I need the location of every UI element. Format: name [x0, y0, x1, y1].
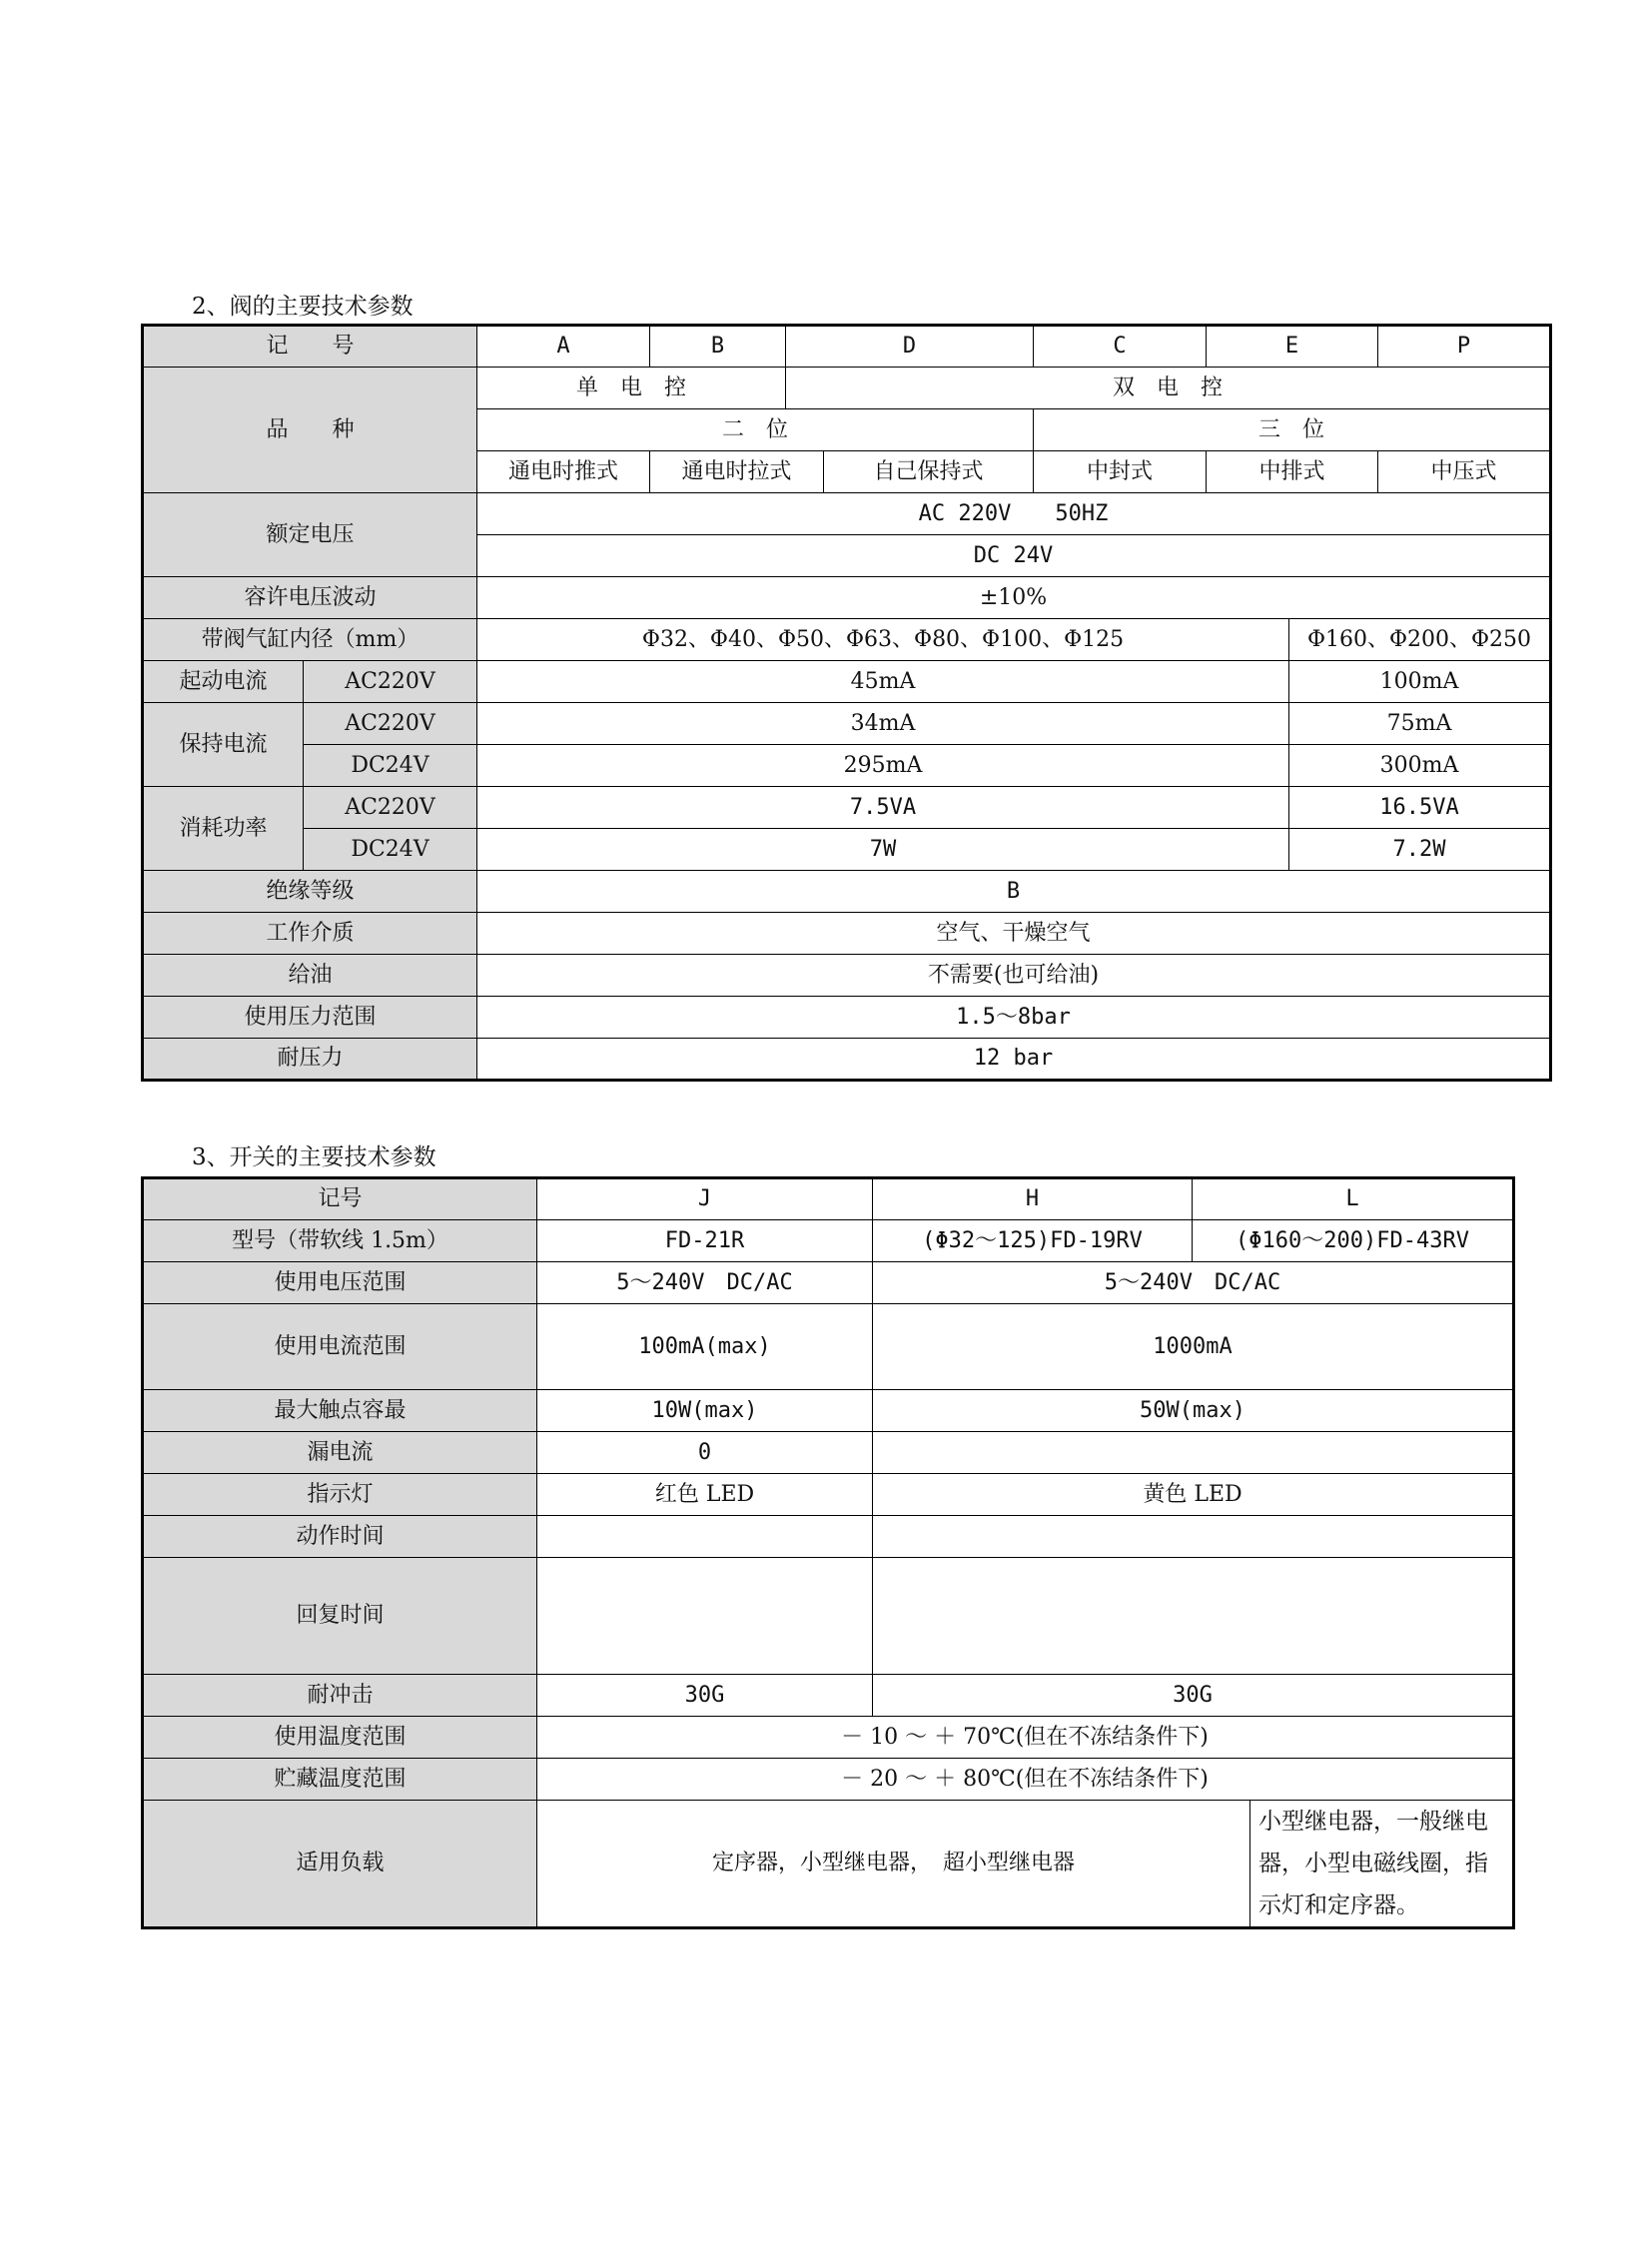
switch-voltage-label: 使用电压范围 [143, 1262, 537, 1304]
switch-symbol-h: H [873, 1178, 1193, 1220]
switch-voltage-j: 5～240V DC/AC [537, 1262, 873, 1304]
switch-row-leak [143, 1432, 1514, 1474]
valve-symbol-b: B [650, 326, 786, 368]
valve-insulation-value: B [477, 871, 1551, 913]
valve-power-ac-large: 16.5VA [1289, 787, 1551, 829]
switch-shock-hl: 30G [873, 1675, 1514, 1717]
valve-three-position: 三 位 [1034, 409, 1551, 451]
valve-row-bore [143, 619, 1551, 661]
valve-two-position: 二 位 [477, 409, 1034, 451]
switch-indicator-label: 指示灯 [143, 1474, 537, 1516]
valve-row-insulation [143, 871, 1551, 913]
switch-load-label: 适用负载 [143, 1801, 537, 1928]
switch-contact-j: 10W(max) [537, 1390, 873, 1432]
switch-symbol-label: 记号 [143, 1178, 537, 1220]
switch-load-l: 小型继电器，一般继电器，小型电磁线圈，指示灯和定序器。 [1250, 1801, 1514, 1928]
valve-row-variety-1 [143, 368, 1551, 409]
valve-hold-ac-sub: AC220V [304, 703, 477, 745]
switch-recover-time-hl [873, 1558, 1514, 1675]
switch-model-l: (Φ160～200)FD-43RV [1193, 1220, 1514, 1262]
switch-row-voltage [143, 1262, 1514, 1304]
valve-hold-dc-sub: DC24V [304, 745, 477, 787]
switch-indicator-hl: 黄色 LED [873, 1474, 1514, 1516]
valve-symbol-p: P [1378, 326, 1551, 368]
switch-shock-label: 耐冲击 [143, 1675, 537, 1717]
valve-start-current-small: 45mA [477, 661, 1289, 703]
valve-type-closed-center: 中封式 [1034, 451, 1207, 493]
valve-row-proof-pressure [143, 1039, 1551, 1081]
switch-leak-hl [873, 1432, 1514, 1474]
valve-row-tolerance [143, 577, 1551, 619]
switch-row-model [143, 1220, 1514, 1262]
switch-row-action-time [143, 1516, 1514, 1558]
switch-current-hl: 1000mA [873, 1304, 1514, 1390]
valve-symbol-label: 记 号 [143, 326, 477, 368]
valve-row-hold-dc [143, 745, 1551, 787]
switch-row-symbol [143, 1178, 1514, 1220]
valve-symbol-e: E [1207, 326, 1378, 368]
switch-indicator-j: 红色 LED [537, 1474, 873, 1516]
valve-type-exhaust-center: 中排式 [1207, 451, 1378, 493]
valve-row-oil [143, 955, 1551, 997]
valve-bore-large: Φ160、Φ200、Φ250 [1289, 619, 1551, 661]
valve-type-pull: 通电时拉式 [650, 451, 824, 493]
valve-oil-value: 不需要(也可给油) [477, 955, 1551, 997]
valve-rated-voltage-dc: DC 24V [477, 535, 1551, 577]
valve-symbol-a: A [477, 326, 650, 368]
valve-oil-label: 给油 [143, 955, 477, 997]
valve-type-self-hold: 自己保持式 [824, 451, 1034, 493]
switch-action-time-label: 动作时间 [143, 1516, 537, 1558]
switch-leak-j: 0 [537, 1432, 873, 1474]
valve-start-current-label: 起动电流 [143, 661, 304, 703]
valve-start-current-large: 100mA [1289, 661, 1551, 703]
valve-symbol-d: D [786, 326, 1034, 368]
valve-hold-dc-large: 300mA [1289, 745, 1551, 787]
switch-store-temp-value: － 20 ～ ＋ 80℃(但在不冻结条件下) [537, 1759, 1514, 1801]
switch-load-jh: 定序器，小型继电器， 超小型继电器 [537, 1801, 1250, 1928]
valve-tolerance-label: 容许电压波动 [143, 577, 477, 619]
valve-rated-voltage-label: 额定电压 [143, 493, 477, 577]
valve-row-hold-ac [143, 703, 1551, 745]
valve-proof-pressure-label: 耐压力 [143, 1039, 477, 1081]
valve-spec-table [141, 324, 1552, 1082]
switch-recover-time-j [537, 1558, 873, 1675]
valve-row-power-dc [143, 829, 1551, 871]
switch-symbol-l: L [1193, 1178, 1514, 1220]
switch-row-shock [143, 1675, 1514, 1717]
valve-row-medium [143, 913, 1551, 955]
valve-pressure-range-value: 1.5～8bar [477, 997, 1551, 1039]
valve-variety-label: 品 种 [143, 368, 477, 493]
valve-tolerance-value: ±10% [477, 577, 1551, 619]
switch-leak-label: 漏电流 [143, 1432, 537, 1474]
switch-action-time-hl [873, 1516, 1514, 1558]
valve-power-dc-sub: DC24V [304, 829, 477, 871]
valve-power-dc-large: 7.2W [1289, 829, 1551, 871]
valve-single-control: 单 电 控 [477, 368, 786, 409]
switch-current-j: 100mA(max) [537, 1304, 873, 1390]
switch-row-current [143, 1304, 1514, 1390]
switch-action-time-j [537, 1516, 873, 1558]
valve-power-dc-small: 7W [477, 829, 1289, 871]
valve-rated-voltage-ac: AC 220V 50HZ [477, 493, 1551, 535]
switch-use-temp-label: 使用温度范围 [143, 1717, 537, 1759]
switch-row-contact [143, 1390, 1514, 1432]
valve-proof-pressure-value: 12 bar [477, 1039, 1551, 1081]
valve-power-ac-sub: AC220V [304, 787, 477, 829]
switch-row-use-temp [143, 1717, 1514, 1759]
switch-spec-table [141, 1176, 1515, 1929]
valve-double-control: 双 电 控 [786, 368, 1551, 409]
valve-power-ac-small: 7.5VA [477, 787, 1289, 829]
valve-row-power-ac [143, 787, 1551, 829]
valve-row-pressure-range [143, 997, 1551, 1039]
switch-store-temp-label: 贮藏温度范围 [143, 1759, 537, 1801]
switch-row-recover-time [143, 1558, 1514, 1675]
switch-shock-j: 30G [537, 1675, 873, 1717]
valve-row-rated-ac [143, 493, 1551, 535]
switch-row-indicator [143, 1474, 1514, 1516]
switch-model-h: (Φ32～125)FD-19RV [873, 1220, 1193, 1262]
valve-type-pressure-center: 中压式 [1378, 451, 1551, 493]
switch-contact-label: 最大触点容最 [143, 1390, 537, 1432]
valve-section-title: 2、阀的主要技术参数 [192, 294, 413, 320]
switch-symbol-j: J [537, 1178, 873, 1220]
valve-bore-small: Φ32、Φ40、Φ50、Φ63、Φ80、Φ100、Φ125 [477, 619, 1289, 661]
switch-section-title: 3、开关的主要技术参数 [192, 1144, 436, 1170]
valve-insulation-label: 绝缘等级 [143, 871, 477, 913]
switch-recover-time-label: 回复时间 [143, 1558, 537, 1675]
valve-hold-dc-small: 295mA [477, 745, 1289, 787]
valve-power-label: 消耗功率 [143, 787, 304, 871]
switch-use-temp-value: － 10 ～ ＋ 70℃(但在不冻结条件下) [537, 1717, 1514, 1759]
switch-current-label: 使用电流范围 [143, 1304, 537, 1390]
valve-hold-ac-large: 75mA [1289, 703, 1551, 745]
valve-symbol-c: C [1034, 326, 1207, 368]
valve-hold-ac-small: 34mA [477, 703, 1289, 745]
valve-row-symbol [143, 326, 1551, 368]
valve-start-current-sub: AC220V [304, 661, 477, 703]
valve-pressure-range-label: 使用压力范围 [143, 997, 477, 1039]
valve-type-push: 通电时推式 [477, 451, 650, 493]
valve-bore-label: 带阀气缸内径（mm） [143, 619, 477, 661]
valve-medium-label: 工作介质 [143, 913, 477, 955]
switch-voltage-hl: 5～240V DC/AC [873, 1262, 1514, 1304]
switch-model-label: 型号（带软线 1.5m） [143, 1220, 537, 1262]
valve-medium-value: 空气、干燥空气 [477, 913, 1551, 955]
switch-model-j: FD-21R [537, 1220, 873, 1262]
switch-contact-hl: 50W(max) [873, 1390, 1514, 1432]
valve-row-start-current [143, 661, 1551, 703]
switch-row-store-temp [143, 1759, 1514, 1801]
valve-hold-current-label: 保持电流 [143, 703, 304, 787]
switch-row-load [143, 1801, 1514, 1928]
